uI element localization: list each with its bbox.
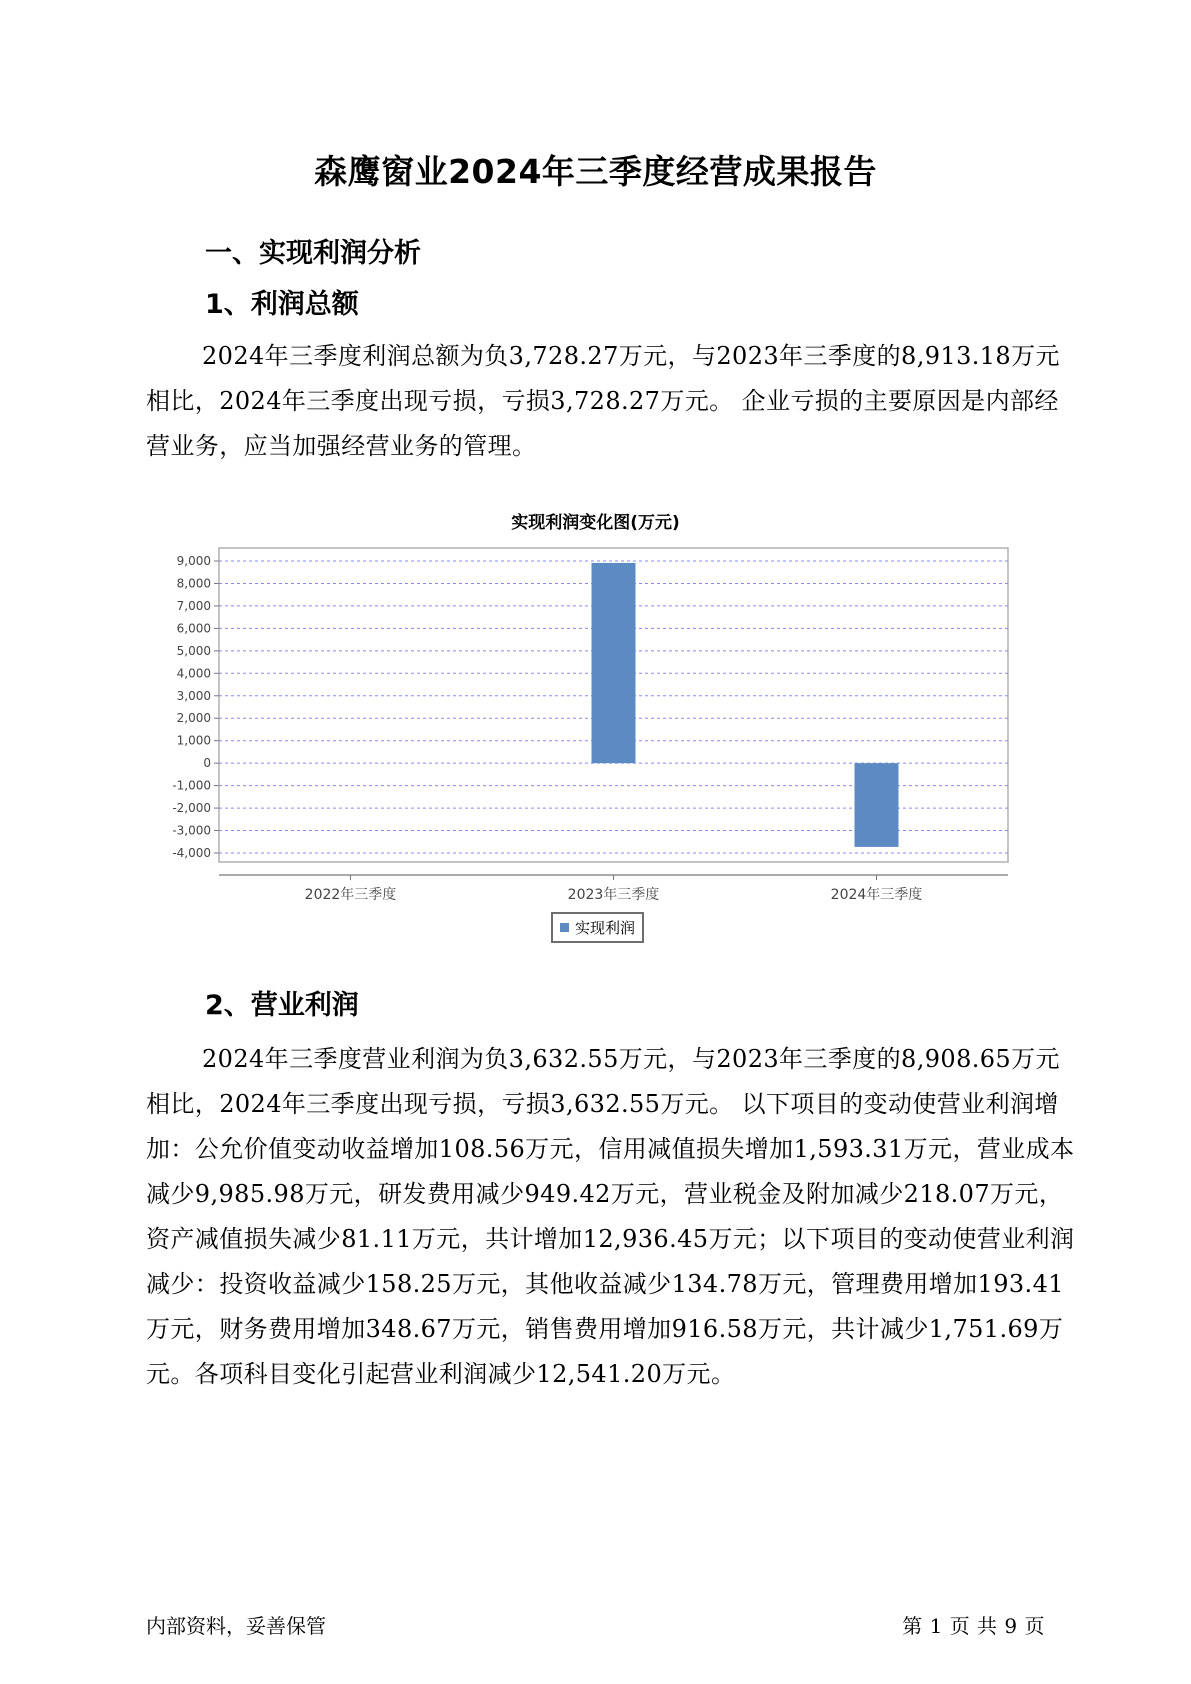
legend-swatch [560,923,569,932]
y-tick-label: 9,000 [176,554,211,568]
y-tick-label: 7,000 [176,598,211,613]
y-tick-label: 0 [203,756,211,771]
footer-page-number: 第 1 页 共 9 页 [902,1614,1045,1638]
subheading-operating-profit: 2、营业利润 [205,990,359,1021]
y-tick-label: -2,000 [172,801,211,816]
x-tick-label: 2022年三季度 [304,887,397,903]
chart-title: 实现利润变化图(万元) [511,513,680,533]
x-tick-label: 2024年三季度 [830,887,923,903]
section-heading-profit-analysis: 一、实现利润分析 [205,238,421,269]
y-tick-label: 6,000 [176,621,211,636]
y-tick-label: 3,000 [176,688,211,703]
bar [592,563,636,763]
report-title: 森鹰窗业2024年三季度经营成果报告 [314,152,877,191]
y-tick-label: 2,000 [176,711,211,726]
subheading-total-profit: 1、利润总额 [205,289,359,320]
y-tick-label: -4,000 [172,846,211,860]
footer-confidential-note: 内部资料，妥善保管 [146,1614,326,1638]
paragraph-total-profit: 2024年三季度利润总额为负3,728.27万元，与2023年三季度的8,913.18万元相比，2024年三季度出现亏损，亏损3,728.27万元。 企业亏损的主要原因是内部经营业务，应当加强经营业务的管理。 [146,342,1060,460]
y-tick-label: 4,000 [176,666,211,681]
chart-legend [551,912,644,943]
y-tick-label: -1,000 [172,778,211,793]
y-tick-label: 5,000 [176,643,211,658]
paragraph-operating-profit: 2024年三季度营业利润为负3,632.55万元，与2023年三季度的8,908.65万元相比，2024年三季度出现亏损，亏损3,632.55万元。 以下项目的变动使营业利润增加：公允价值变动收益增加108.56万元，信用减值损失增加1,593.31万元，营业成本减少9,985.98万元，研发费用减少949.42万元，营业税金及附加减少218.07万元，资产减值损失减少81.11万元，共计增加12,936.45万元；以下项目的变动使营业利润减少：投资收益减少158.25万元，其他收益减少134.78万元，管理费用增加193.41万元，财务费用增加348.67万元，销售费用增加916.58万元，共计减少1,751.69万元。各项科目变化引起营业利润减少12,541.20万元。 [146,1045,1075,1388]
y-tick-label: 8,000 [176,576,211,591]
bar [855,763,899,847]
x-tick-label: 2023年三季度 [567,887,660,903]
y-tick-label: 1,000 [176,733,211,748]
legend-label: 实现利润 [574,919,635,937]
y-tick-label: -3,000 [172,823,211,838]
